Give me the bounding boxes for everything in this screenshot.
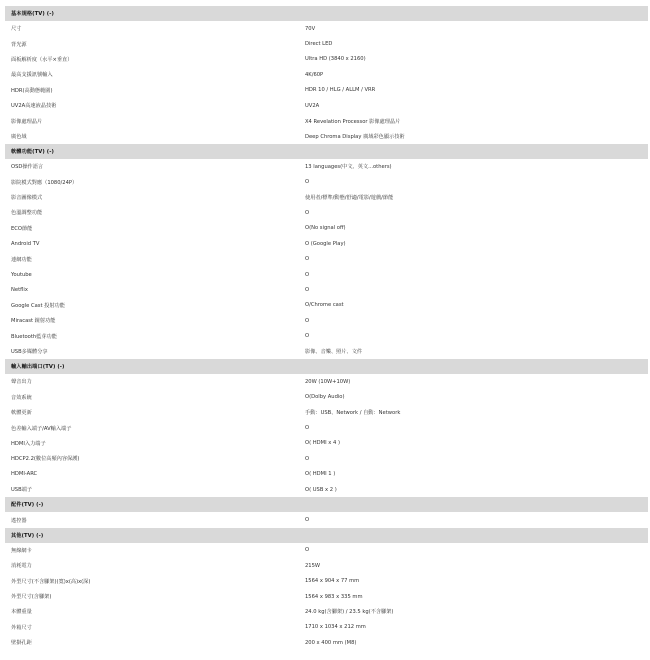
- spec-label: 面板解析度（水平×垂直）: [11, 56, 73, 63]
- spec-label: Android TV: [11, 240, 40, 247]
- spec-row: [5, 620, 648, 635]
- spec-label: 聲音出力: [11, 379, 32, 386]
- section-others: [5, 528, 648, 651]
- spec-label: 本體重量: [11, 609, 32, 616]
- section-header[interactable]: 軟體功能(TV) (-): [5, 144, 648, 159]
- spec-label: 最高支援訊號輸入: [11, 72, 53, 79]
- section-basic-specs: [5, 6, 648, 144]
- spec-row: [5, 159, 648, 174]
- spec-row: [5, 467, 648, 482]
- spec-label: 軟體更新: [11, 410, 32, 417]
- spec-label: 影音圖像模式: [11, 195, 43, 202]
- spec-value: 4K/60P: [305, 71, 324, 78]
- spec-row: [5, 558, 648, 573]
- spec-value: O: [305, 547, 310, 554]
- spec-label: Netflix: [11, 286, 28, 293]
- spec-row: [5, 436, 648, 451]
- spec-label: 壁掛孔距: [11, 640, 32, 647]
- spec-value: 1564 x 983 x 335 mm: [305, 593, 363, 600]
- spec-value: 20W (10W+10W): [305, 378, 351, 385]
- spec-label: 連網功能: [11, 256, 32, 263]
- spec-label: Google Cast 投射功能: [11, 302, 65, 309]
- spec-value: O: [305, 425, 310, 432]
- spec-value: O( HDMI 1 ): [305, 471, 336, 478]
- spec-row: [5, 21, 648, 36]
- spec-value: O( HDMI x 4 ): [305, 440, 340, 447]
- spec-row: [5, 83, 648, 98]
- spec-label: 外型尺寸(含腳架): [11, 594, 52, 601]
- spec-row: [5, 390, 648, 405]
- spec-value: O( USB x 2 ): [305, 486, 337, 493]
- spec-label: 無線網卡: [11, 547, 32, 554]
- spec-row: [5, 512, 648, 527]
- spec-label: ECO節能: [11, 225, 33, 232]
- spec-row: [5, 205, 648, 220]
- spec-label: 外箱尺寸: [11, 624, 32, 631]
- spec-label: USB多媒體分享: [11, 349, 48, 355]
- spec-value: 13 languages(中文、英文...others): [305, 164, 392, 171]
- spec-value: O (Google Play): [305, 240, 346, 247]
- spec-value: O: [305, 179, 310, 186]
- spec-label: HDMI入力端子: [11, 440, 46, 447]
- spec-value: O: [305, 333, 310, 340]
- spec-label: 尺寸: [11, 26, 22, 33]
- spec-row: [5, 374, 648, 389]
- spec-value: 215W: [305, 562, 321, 569]
- spec-label: OSD操作語言: [11, 164, 44, 171]
- spec-row: [5, 451, 648, 466]
- spec-label: USB端子: [11, 487, 33, 494]
- spec-label: 影像處理晶片: [11, 118, 43, 125]
- spec-row: [5, 175, 648, 190]
- spec-value: O: [305, 455, 310, 462]
- spec-label: 外型尺寸(不含腳架)(寬)x(高)x(深): [11, 578, 91, 585]
- spec-value: O: [305, 317, 310, 324]
- spec-row: [5, 420, 648, 435]
- spec-row: [5, 328, 648, 343]
- spec-row: [5, 344, 648, 359]
- spec-row: [5, 67, 648, 82]
- spec-value: 70V: [305, 25, 316, 32]
- spec-value: O/Chrome cast: [305, 302, 344, 309]
- spec-value: O: [305, 256, 310, 263]
- spec-value: UV2A: [305, 102, 320, 109]
- section-header[interactable]: 其他(TV) (-): [5, 528, 648, 543]
- section-header[interactable]: 配件(TV) (-): [5, 497, 648, 512]
- spec-row: [5, 282, 648, 297]
- spec-row: [5, 543, 648, 558]
- spec-label: UV2A高速液晶技術: [11, 103, 57, 110]
- spec-label: Miracast 鏡射功能: [11, 318, 56, 325]
- spec-value: 24.0 kg(含腳架) / 23.5 kg(不含腳架): [305, 609, 394, 616]
- spec-row: [5, 635, 648, 650]
- spec-label: 背光源: [11, 41, 27, 48]
- spec-value: Ultra HD (3840 x 2160): [305, 56, 366, 63]
- spec-row: [5, 236, 648, 251]
- spec-row: [5, 36, 648, 51]
- spec-row: [5, 589, 648, 604]
- spec-row: [5, 251, 648, 266]
- spec-label: 色溫調整功能: [11, 210, 43, 217]
- spec-value: 使用者/標準/動態/舒適/電影/遊戲/節能: [305, 195, 394, 202]
- spec-row: [5, 129, 648, 144]
- spec-row: [5, 113, 648, 128]
- spec-label: Youtube: [11, 271, 32, 278]
- spec-value: O: [305, 517, 310, 524]
- spec-value: X4 Revelation Processor 影像處理晶片: [305, 118, 401, 125]
- spec-value: Deep Chroma Display 廣域彩色顯示技術: [305, 133, 405, 140]
- spec-value: O: [305, 286, 310, 293]
- section-header[interactable]: 基本規格(TV) (-): [5, 6, 648, 21]
- spec-row: [5, 190, 648, 205]
- section-header[interactable]: 輸入輸出端口(TV) (-): [5, 359, 648, 374]
- spec-label: 色差輸入端子/AV輸入端子: [11, 425, 72, 432]
- spec-row: [5, 574, 648, 589]
- spec-row: [5, 298, 648, 313]
- spec-row: [5, 604, 648, 619]
- spec-row: [5, 267, 648, 282]
- spec-row: [5, 52, 648, 67]
- spec-value: 手動：USB、Network / 自動：Network: [305, 410, 401, 417]
- spec-label: 音效系統: [11, 394, 32, 401]
- spec-value: 200 x 400 mm (M8): [305, 639, 357, 646]
- spec-label: Bluetooth藍芽功能: [11, 333, 57, 340]
- spec-label: HDMI-ARC: [11, 471, 38, 478]
- spec-table: [5, 6, 648, 650]
- spec-row: [5, 482, 648, 497]
- spec-value: HDR 10 / HLG / ALLM / VRR: [305, 87, 376, 94]
- spec-value: O: [305, 271, 310, 278]
- spec-value: Direct LED: [305, 41, 333, 48]
- spec-value: O: [305, 209, 310, 216]
- spec-value: 影像、音樂、照片、文件: [305, 349, 363, 355]
- spec-label: 廣色域: [11, 133, 27, 140]
- spec-row: [5, 221, 648, 236]
- spec-value: O(No signal off): [305, 225, 346, 232]
- section-accessories: [5, 497, 648, 527]
- spec-row: [5, 98, 648, 113]
- spec-value: 1710 x 1034 x 212 mm: [305, 624, 366, 631]
- section-io-ports: [5, 359, 648, 497]
- spec-row: [5, 313, 648, 328]
- spec-label: 消耗電力: [11, 563, 32, 570]
- spec-label: 遙控器: [11, 517, 27, 524]
- spec-label: 影院模式對應（1080/24P）: [11, 179, 78, 186]
- spec-row: [5, 405, 648, 420]
- spec-value: O(Dolby Audio): [305, 394, 345, 401]
- spec-label: HDR(高動態範圍): [11, 87, 53, 94]
- spec-label: HDCP2.2(數位高頻內容保護): [11, 456, 80, 463]
- section-software-features: [5, 144, 648, 359]
- spec-value: 1564 x 904 x 77 mm: [305, 578, 360, 585]
